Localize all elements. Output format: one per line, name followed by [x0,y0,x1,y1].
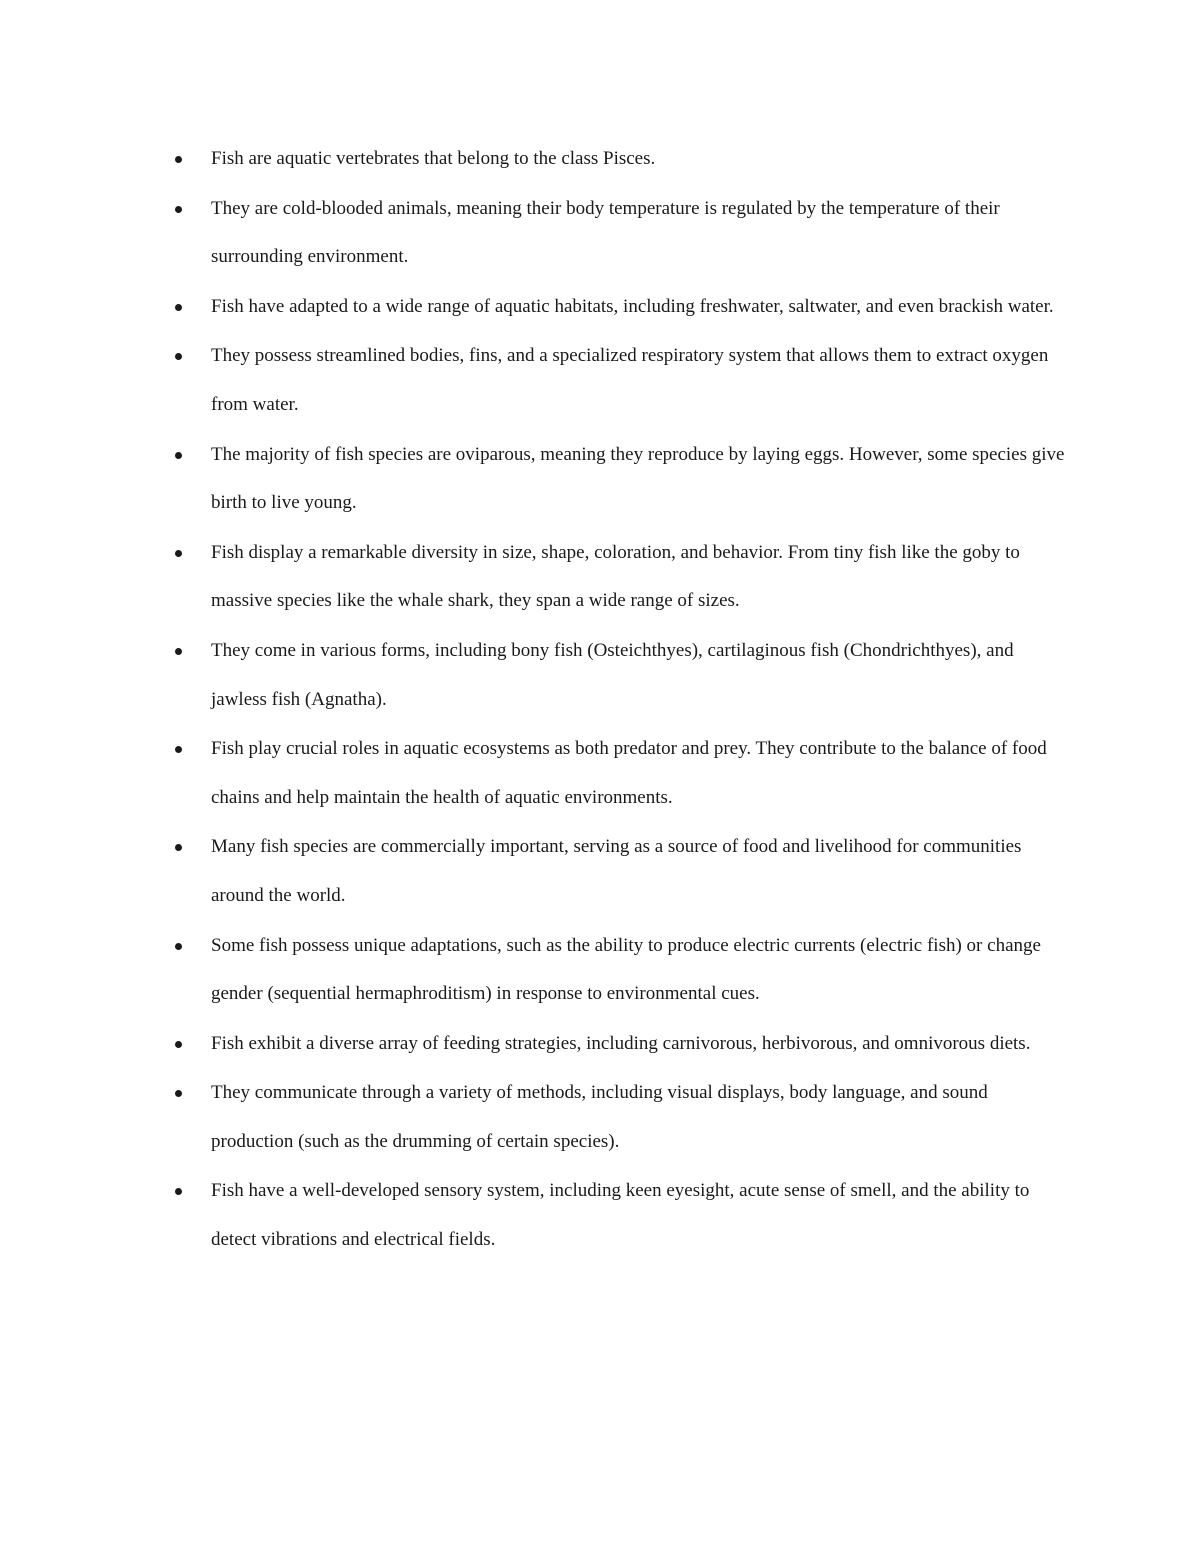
list-item [172,1020,1072,1069]
list-item-text: They come in various forms, including bony fish (Osteichthyes), cartilaginous fish (Chondrichthyes), and jawless fish (Agnatha). [211,639,1014,710]
list-item [172,823,1072,920]
list-item-text: Fish play crucial roles in aquatic ecosystems as both predator and prey. They contribute to the balance of food chains and help maintain the health of aquatic environments. [211,738,1047,808]
list-item-text: Fish exhibit a diverse array of feeding strategies, including carnivorous, herbivorous, and omnivorous diets. [211,1032,1031,1054]
bullet-icon [175,844,182,851]
list-item [172,529,1072,626]
list-item-text: Fish display a remarkable diversity in size, shape, coloration, and behavior. From tiny fish like the goby to massive species like the whale shark, they span a wide range of sizes. [211,541,1020,612]
list-item [172,725,1072,822]
bullet-icon [175,648,182,655]
list-item [172,185,1072,282]
bullet-icon [175,1041,182,1048]
bullet-icon [175,1090,182,1097]
list-item-text: The majority of fish species are oviparous, meaning they reproduce by laying eggs. However, some species give birth to live young. [211,443,1065,514]
list-item-text: They possess streamlined bodies, fins, and a specialized respiratory system that allows them to extract oxygen from water. [211,345,1049,415]
bullet-icon [175,353,182,360]
list-item-text: Fish have a well-developed sensory system, including keen eyesight, acute sense of smell, and the ability to detect vibrations and electrical fields. [211,1180,1030,1251]
list-item-text: They communicate through a variety of methods, including visual displays, body language, and sound production (such as the drumming of certain species). [211,1082,988,1152]
bullet-icon [175,452,182,459]
list-item [172,431,1072,528]
list-item [172,627,1072,724]
bullet-icon [175,206,182,213]
list-item [172,135,1072,184]
bullet-icon [175,746,182,753]
bullet-icon [175,550,182,557]
list-item-text: They are cold-blooded animals, meaning their body temperature is regulated by the temperature of their surrounding environment. [211,197,1000,268]
list-item [172,1167,1072,1264]
list-item [172,922,1072,1019]
bullet-icon [175,1188,182,1195]
bullet-icon [175,304,182,311]
fish-facts-list [172,135,1072,1266]
list-item-text: Many fish species are commercially important, serving as a source of food and livelihood for communities around the world. [211,836,1022,906]
bullet-icon [175,156,182,163]
list-item [172,283,1072,332]
list-item-text: Fish are aquatic vertebrates that belong to the class Pisces. [211,148,656,169]
bullet-icon [175,943,182,950]
list-item [172,332,1072,429]
list-item-text: Some fish possess unique adaptations, such as the ability to produce electric currents (electric fish) or change gender (sequential hermaphroditism) in response to environmental cues. [211,934,1041,1005]
list-item-text: Fish have adapted to a wide range of aquatic habitats, including freshwater, saltwater, and even brackish water. [211,295,1054,317]
list-item [172,1069,1072,1166]
